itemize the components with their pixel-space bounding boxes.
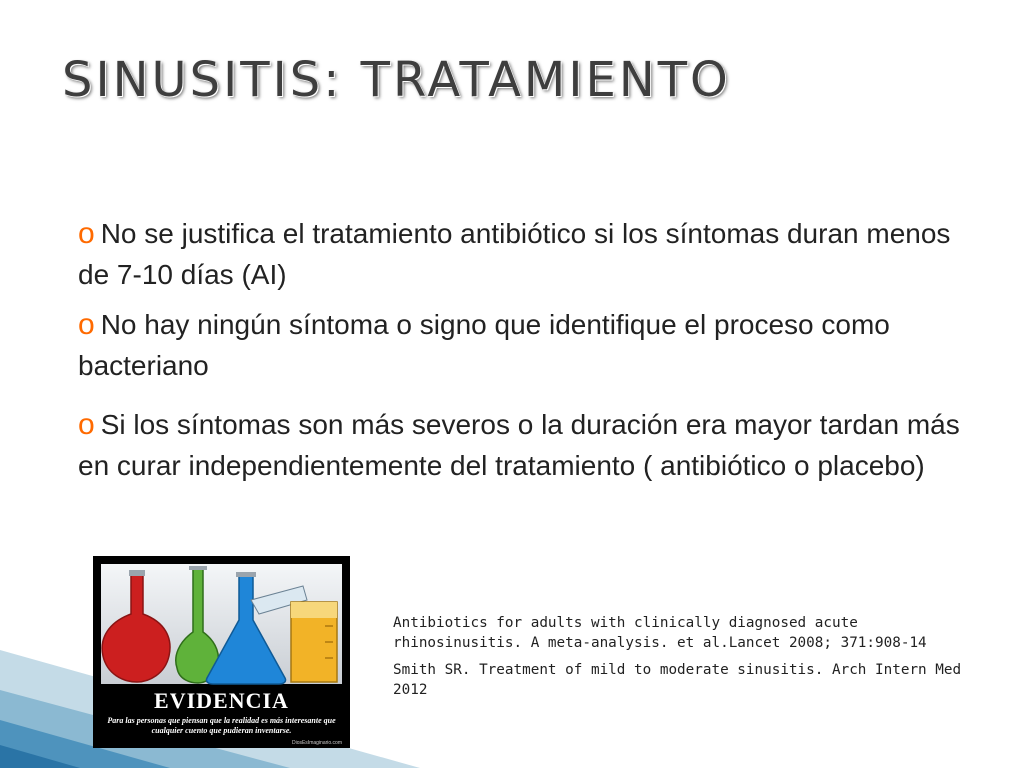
evidence-credit: DiosEsImaginario.com	[291, 740, 342, 746]
evidence-subcaption: Para las personas que piensan que la realidad es más interesante que cualquier cuento que pudieran inventarse.	[107, 716, 336, 735]
bullet-text: No se justifica el tratamiento antibiótico si los síntomas duran menos de 7-10 días (AI)	[78, 218, 951, 290]
bullet-marker: o	[78, 217, 95, 250]
bullet-list	[78, 213, 978, 486]
reference-item: Smith SR. Treatment of mild to moderate sinusitis. Arch Intern Med 2012	[393, 662, 962, 698]
slide-title: SINUSITIS: TRATAMIENTO	[62, 52, 731, 108]
bullet-marker: o	[78, 308, 95, 341]
evidence-poster-image	[93, 556, 350, 748]
references	[393, 613, 983, 700]
bullet-text: No hay ningún síntoma o signo que identifique el proceso como bacteriano	[78, 309, 890, 381]
evidence-caption: EVIDENCIA	[154, 688, 289, 713]
bullet-item	[78, 404, 978, 486]
reference-item: Antibiotics for adults with clinically diagnosed acute rhinosinusitis. A meta-analysis. et al.Lancet 2008; 371:908-14	[393, 615, 927, 651]
bullet-item	[78, 213, 978, 295]
bullet-marker: o	[78, 408, 95, 441]
bullet-item	[78, 304, 978, 386]
bullet-text: Si los síntomas son más severos o la duración era mayor tardan más en curar independientemente del tratamiento ( antibiótico o placebo)	[78, 409, 960, 481]
